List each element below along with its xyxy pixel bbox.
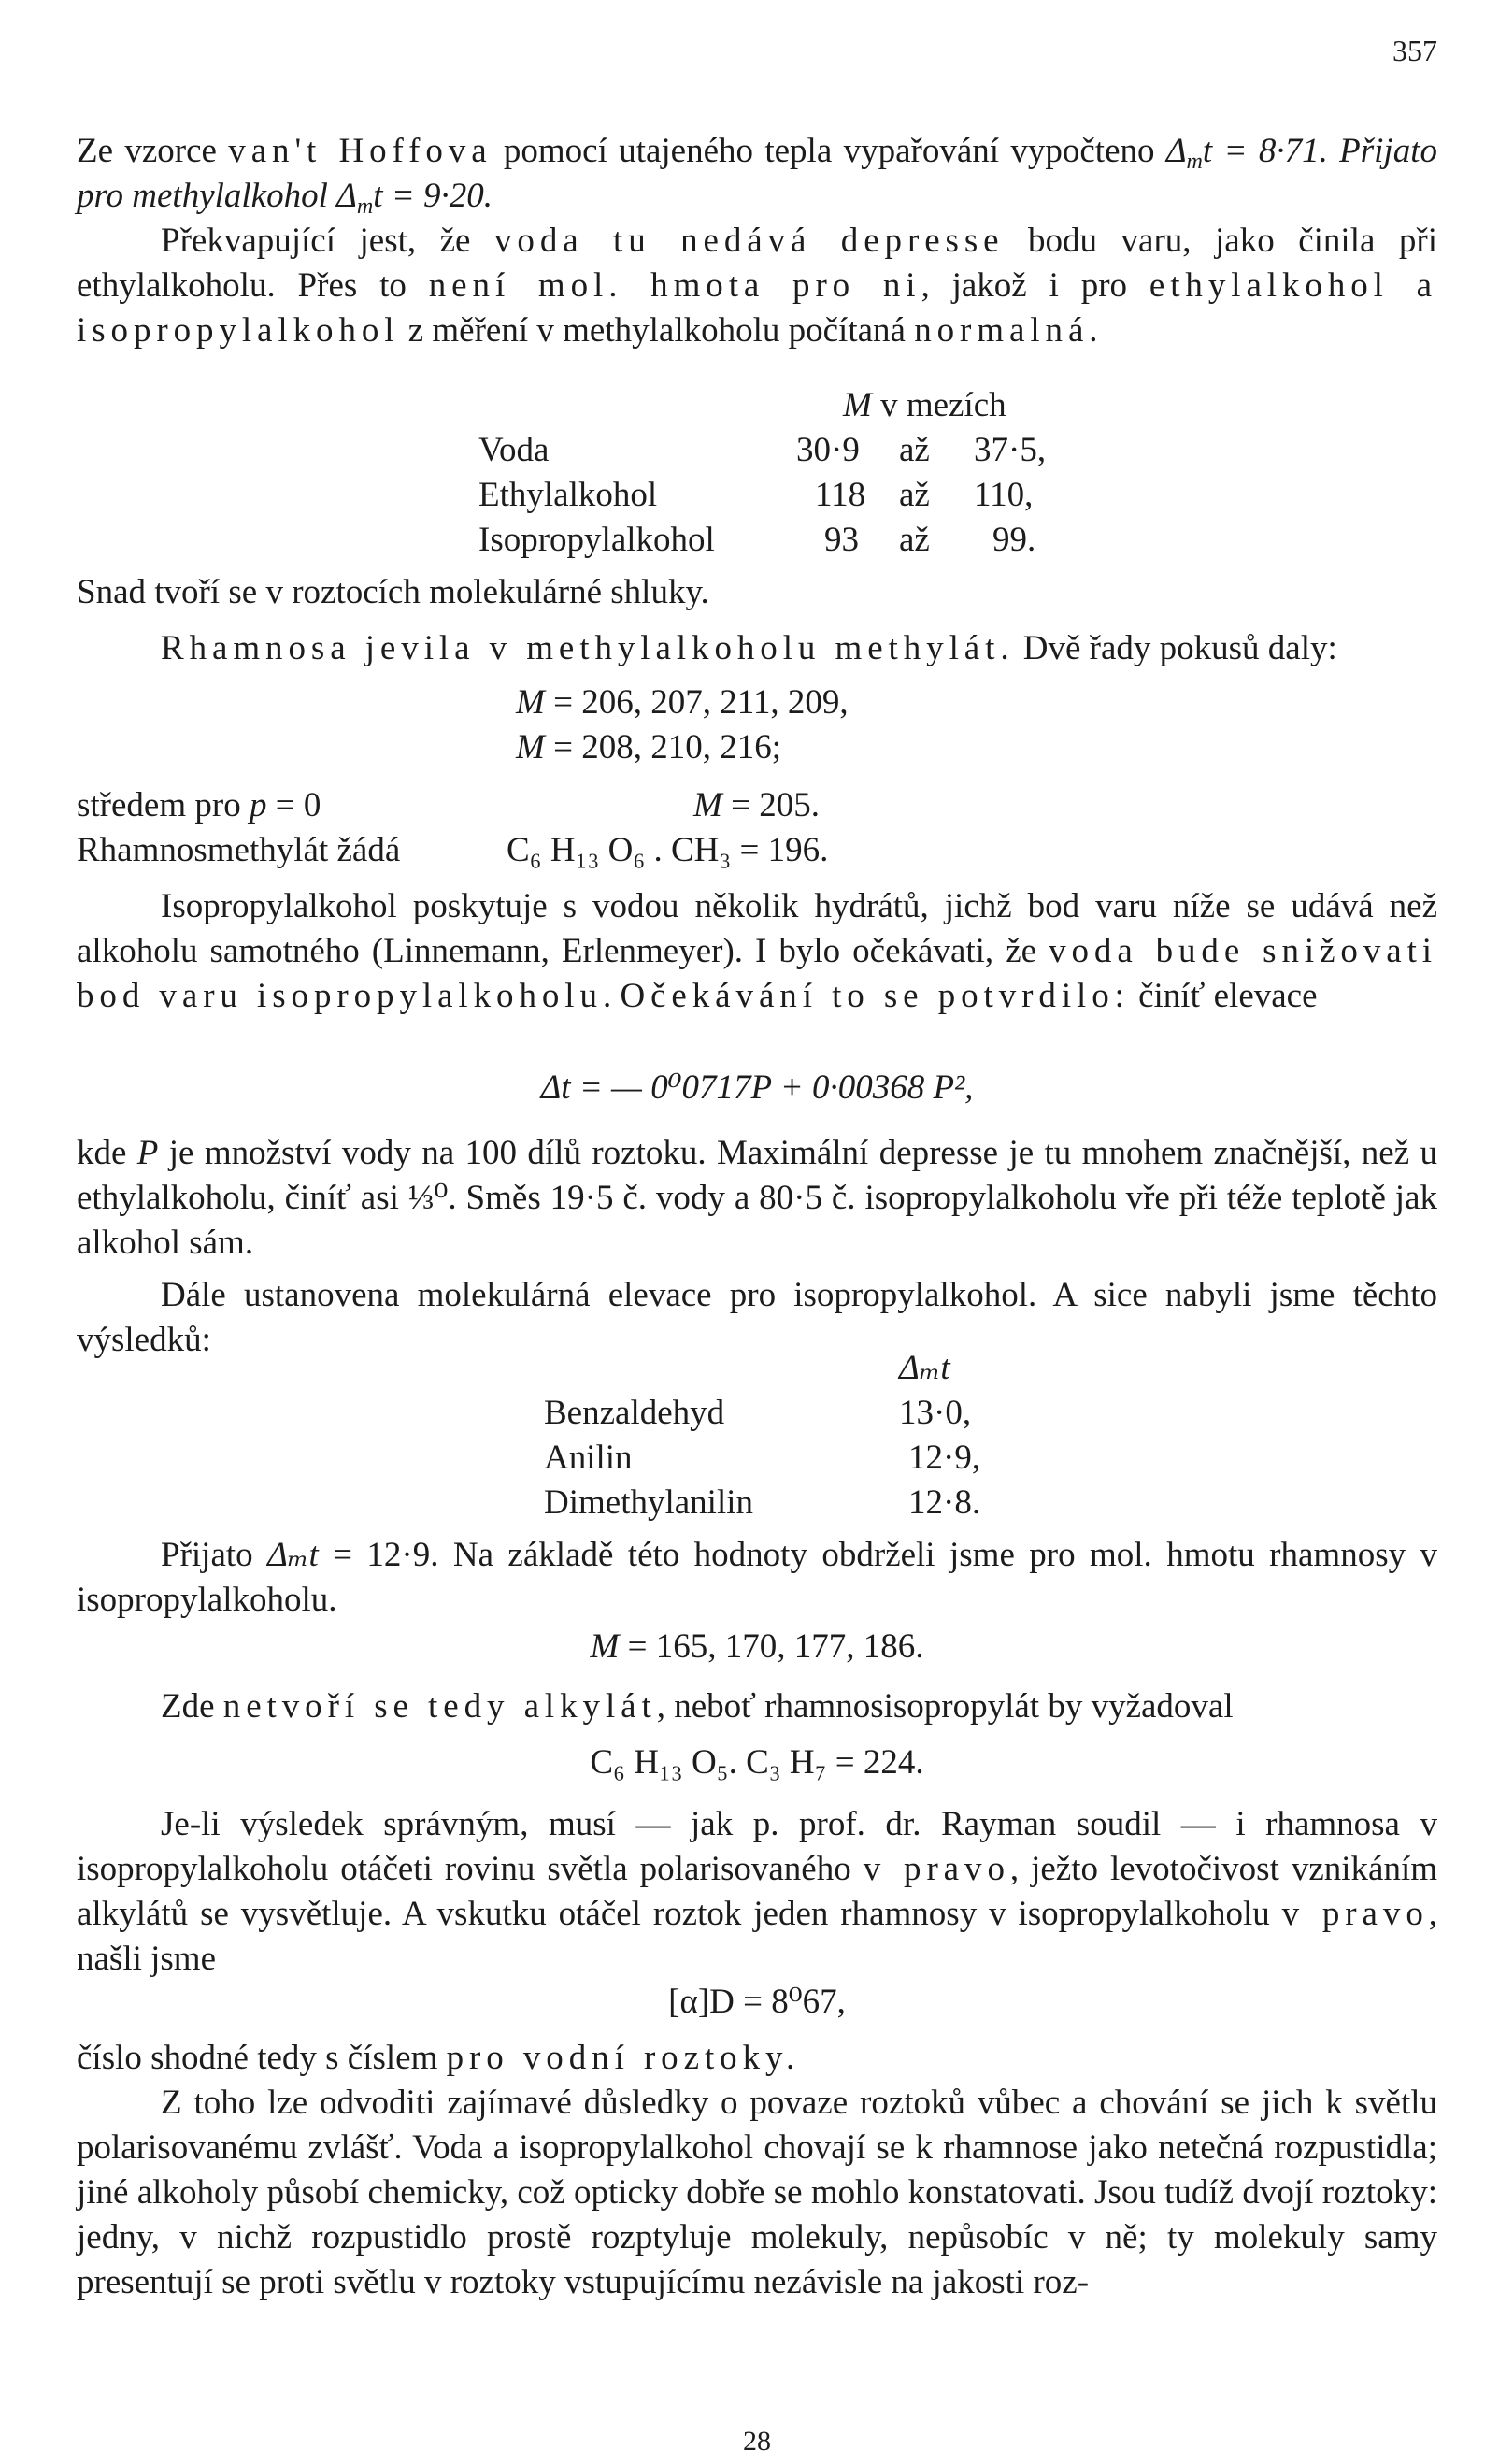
table-row: Benzaldehyd 13·0,: [544, 1394, 972, 1432]
molar-mass-table: [77, 383, 1437, 563]
paragraph-11: číslo shodné tedy s číslem pro vodní roztoky.: [77, 2039, 801, 2077]
paragraph-9: Zde netvoří se tedy alkylát, neboť rhamnosisopropylát by vyžadoval: [161, 1687, 1234, 1726]
formula-row: Rhamnosmethylát žádá C₆ H₁₃ O₆ . CH₃ = 196.: [77, 831, 829, 869]
mean-row: středem pro p = 0 M = 205. Rhamnosmethylát žádá C₆ H₁₃ O₆ . CH₃ = 196.: [77, 783, 1437, 873]
table-row: Isopropylalkohol 93 až 99.: [478, 521, 1036, 559]
signature-mark: 28: [743, 2426, 771, 2457]
table-row: Anilin 12·9,: [544, 1439, 981, 1477]
paragraph-10: Je-li výsledek správným, musí — jak p. prof. dr. Rayman soudil — i rhamnosa v isopropylalkoholu otáčeti rovinu světla polarisovaného v pravo, ježto levotočivost vznikáním alkylátů se vysvětluje. A vskutku otáčel roztok jeden rhamnosy v isopropylalkoholu v pravo, našli jsme: [77, 1805, 1438, 1978]
series2-values: M = 165, 170, 177, 186.: [590, 1627, 924, 1666]
rotation-value: [α]D = 8⁰67,: [668, 1983, 846, 2021]
page-number: 357: [1392, 34, 1437, 67]
page: [77, 0, 1437, 2456]
elevation-table: [77, 1346, 1437, 1526]
paragraph-5: Isopropylalkohol poskytuje s vodou několik hydrátů, jichž bod varu níže se udává než alkoholu samotného (Linnemann, Erlenmeyer). I bylo očekávati, že voda bude snižovati bod varu isopropylalkoholu. Očekávání to se potvrdilo: činíť elevace: [77, 887, 1437, 1015]
paragraph-8: Přijato Δₘt = 12·9. Na základě této hodnoty obdrželi jsme pro mol. hmotu rhamnosy v isopropylalkoholu.: [77, 1536, 1437, 1619]
paragraph-7: Dále ustanovena molekulárná elevace pro isopropylalkohol. A sice nabyli jsme těchto výsledků:: [77, 1276, 1437, 1359]
paragraph-1: Ze vzorce van't Hoffova pomocí utajeného tepla vypařování vypočteno $\Delta_mt = 8\cdot 71$. Přijato pro methylalkohol $\Delta_mt = 9\cdot 20$.: [77, 132, 1437, 220]
paragraph-2: Překvapující jest, že voda tu nedává depresse bodu varu, jako činila při ethylalkoholu. Přes to není mol. hmota pro ni, jakož i pro ethylalkohol a isopropylalkohol z měření v methylalkoholu počítaná normalná.: [77, 222, 1438, 350]
formula-2: C₆ H₁₃ O₅. C₃ H₇ = 224.: [590, 1743, 924, 1782]
table-row: Ethylalkohol 118 až 110,: [478, 476, 1034, 514]
paragraph-3: Snad tvoří se v roztocích molekulárné shluky.: [77, 573, 709, 611]
paragraph-4: Rhamnosa jevila v methylalkoholu methylát. Dvě řady pokusů daly:: [161, 629, 1337, 667]
elevation-equation: Δt = — 0⁰0717P + 0·00368 P²,: [540, 1068, 974, 1107]
table-row: Dimethylanilin 12·8.: [544, 1483, 981, 1522]
series-values: M = 206, 207, 211, 209, M = 208, 210, 216;: [516, 683, 849, 766]
table-header: Δₘt: [899, 1349, 950, 1387]
table-header: M v mezích: [843, 386, 1006, 424]
paragraph-6: kde P je množství vody na 100 dílů roztoku. Maximální depresse je tu mnohem značnější, než u ethylalkoholu, činíť asi ⅓⁰. Směs 19·5 č. vody a 80·5 č. isopropylalkoholu vře při téže teplotě jak alkohol sám.: [77, 1134, 1437, 1262]
paragraph-12: Z toho lze odvoditi zajímavé důsledky o povaze roztoků vůbec a chování se jich k světlu polarisovanému zvlášť. Voda a isopropylalkohol chovají se k rhamnose jako netečná rozpustidla; jiné alkoholy působí chemicky, což opticky dobře se mohlo konstatovati. Jsou tudíž dvojí roztoky: jedny, v nichž rozpustidlo prostě rozptyluje molekuly, nepůsobíc v ně; ty molekuly samy presentují se proti světlu v roztoky vstupujícímu nezávisle na jakosti roz-: [77, 2084, 1437, 2301]
table-row: Voda 30·9 až 37·5,: [478, 431, 1047, 469]
